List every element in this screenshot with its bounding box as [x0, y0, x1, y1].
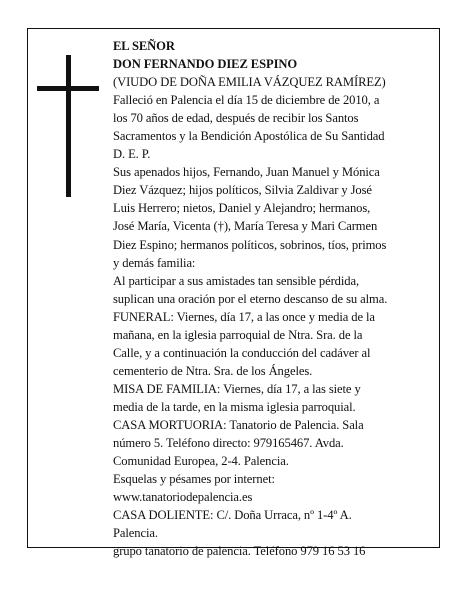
mourning-home-paragraph: CASA DOLIENTE: C/. Doña Urraca, nº 1-4º A. Palencia.: [113, 508, 352, 541]
footer-line: grupo tanatorio de palencia. Teléfono 979 16 53 16: [113, 544, 366, 559]
family-mass-paragraph: MISA DE FAMILIA: Viernes, día 17, a las siete y media de la tarde, en la misma iglesia parroquial.: [113, 381, 361, 414]
cross-horizontal-bar: [37, 86, 99, 91]
cross-vertical-bar: [66, 55, 71, 197]
prayer-request-paragraph: Al participar a sus amistades tan sensible pérdida, suplican una oración por el eterno descanso de su alma.: [113, 273, 388, 306]
deceased-name: DON FERNANDO DIEZ ESPINO: [113, 57, 298, 72]
death-paragraph: Falleció en Palencia el día 15 de diciembre de 2010, a los 70 años de edad, después de recibir los Santos Sacramentos y la Bendición Apostólica de Su Santidad D. E. P.: [113, 93, 385, 162]
mortuary-paragraph: CASA MORTUORIA: Tanatorio de Palencia. Sala número 5. Teléfono directo: 979165467. Avda. Comunidad Europea, 2-4. Palencia.: [113, 417, 364, 469]
widower-line: (VIUDO DE DOÑA EMILIA VÁZQUEZ RAMÍREZ): [113, 75, 386, 90]
cross-icon: [37, 55, 99, 197]
obituary-text: [113, 37, 435, 560]
family-paragraph: Sus apenados hijos, Fernando, Juan Manuel y Mónica Diez Vázquez; hijos políticos, Silvia Zaldivar y José Luis Herrero; nietos, Daniel y Alejandro; hermanos, José María, Vicenta (†), María Teresa y Mari Carmen Diez Espino; hermanos políticos, sobrinos, tíos, primos y demás familia:: [113, 165, 387, 270]
funeral-paragraph: FUNERAL: Viernes, día 17, a las once y media de la mañana, en la iglesia parroquial de Ntra. Sra. de la Calle, y a continuación la conducción del cadáver al cementerio de Ntra. Sra. de los Ángeles.: [113, 309, 375, 378]
title-line: EL SEÑOR: [113, 39, 175, 53]
internet-paragraph: Esquelas y pésames por internet: www.tanatoriodepalencia.es: [113, 472, 275, 505]
